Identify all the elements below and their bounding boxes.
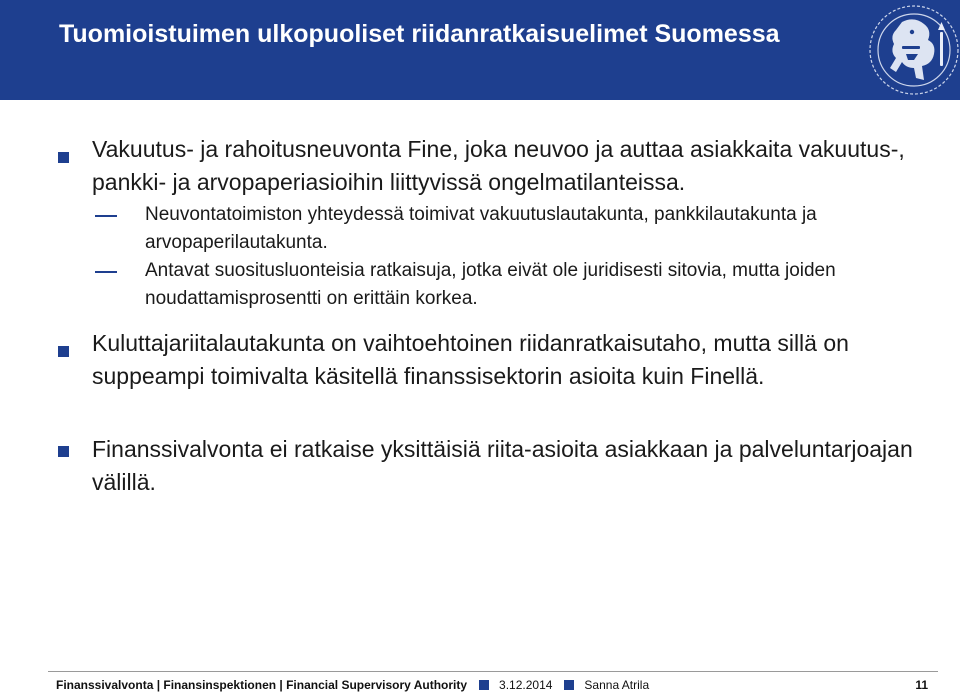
footer-author: Sanna Atrila	[584, 678, 650, 692]
bullet-marker-square	[58, 346, 69, 357]
footer-date: 3.12.2014	[499, 678, 553, 692]
sub-bullet-text-lautakunnat: Neuvontatoimiston yhteydessä toimivat vakuutuslautakunta, pankkilautakunta ja arvopaperilautakunta.	[145, 204, 817, 253]
bullet-text-fine: Vakuutus- ja rahoitusneuvonta Fine, joka neuvoo ja auttaa asiakkaita vakuutus-, pankki- ja arvopaperiasioihin liittyvissä ongelmatilanteissa.	[92, 136, 905, 195]
bullet-text-kuluttajariitalautakunta: Kuluttajariitalautakunta on vaihtoehtoinen riidanratkaisutaho, mutta sillä on suppeampi toimivalta käsitellä finanssisektorin asioita kuin Finellä.	[92, 330, 849, 389]
sub-bullet-dash	[95, 215, 117, 217]
bullet-marker-square	[58, 152, 69, 163]
page-number: 11	[915, 678, 928, 692]
bullet-marker-square	[58, 446, 69, 457]
slide-title: Tuomioistuimen ulkopuoliset riidanratkaisuelimet Suomessa	[59, 20, 780, 48]
sub-bullet-text-suositukset: Antavat suositusluonteisia ratkaisuja, jotka eivät ole juridisesti sitovia, mutta joiden noudattamisprosentti on erittäin korkea.	[145, 260, 836, 309]
footer-separator-square	[564, 680, 574, 690]
footer-separator-square	[479, 680, 489, 690]
bullet-text-finanssivalvonta: Finanssivalvonta ei ratkaise yksittäisiä riita-asioita asiakkaan ja palveluntarjoajan välillä.	[92, 436, 913, 495]
footer-divider	[48, 671, 938, 672]
footer-organization: Finanssivalvonta | Finansinspektionen | Financial Supervisory Authority	[56, 678, 468, 692]
slide-footer	[56, 676, 649, 694]
sub-bullet-dash	[95, 271, 117, 273]
